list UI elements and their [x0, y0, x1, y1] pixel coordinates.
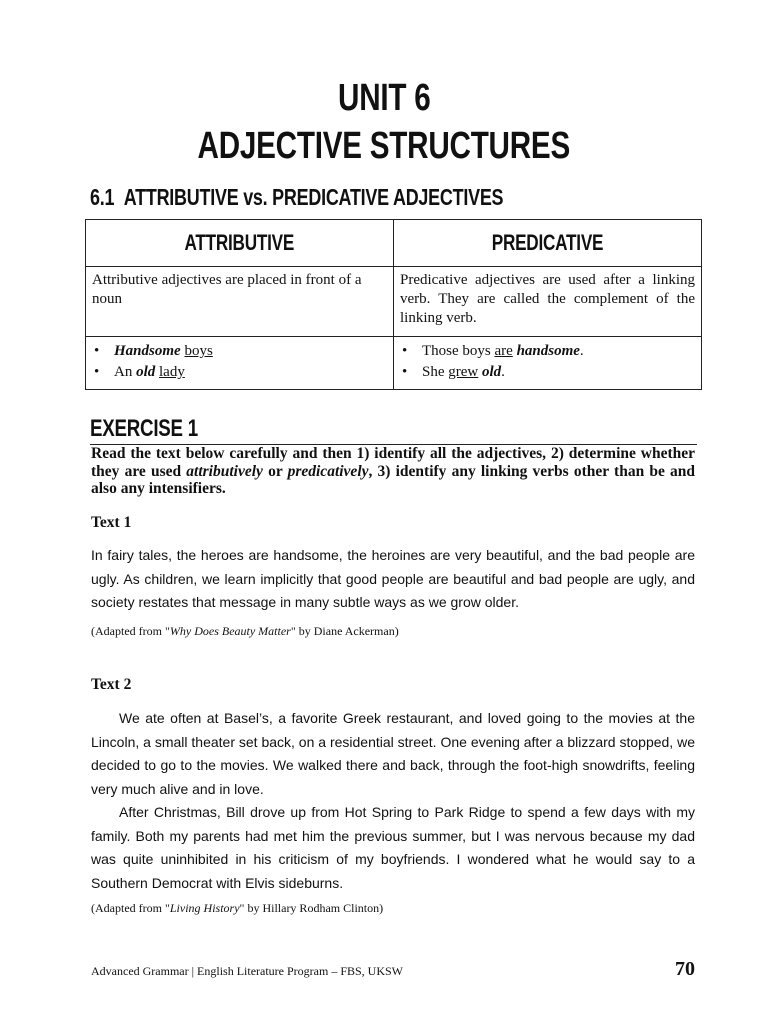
comparison-table — [85, 219, 702, 390]
list-item: • Handsome boys — [92, 341, 387, 362]
attributive-examples — [86, 337, 394, 390]
page-number: 70 — [675, 958, 695, 980]
unit-number: UNIT 6 — [337, 77, 431, 119]
section-number: 6.1 — [90, 184, 115, 210]
header-attributive: ATTRIBUTIVE — [86, 220, 394, 267]
predicative-examples — [394, 337, 702, 390]
section-title: ATTRIBUTIVE vs. PREDICATIVE ADJECTIVES — [123, 184, 504, 210]
table-row-examples — [86, 337, 702, 390]
text1-label: Text 1 — [91, 514, 132, 531]
list-item: • An old lady — [92, 362, 387, 383]
predicative-definition: Predicative adjectives are used after a linking verb. They are called the complement of the linking verb. — [394, 267, 702, 337]
text2-label: Text 2 — [91, 676, 132, 693]
text2-source: (Adapted from "Living History" by Hillary Rodham Clinton) — [91, 901, 384, 915]
unit-title: ADJECTIVE STRUCTURES — [197, 125, 571, 167]
exercise-heading: EXERCISE 1 — [90, 414, 697, 445]
header-predicative: PREDICATIVE — [394, 220, 702, 267]
text1-source: (Adapted from "Why Does Beauty Matter" by Diane Ackerman) — [91, 624, 399, 638]
exercise-instructions: Read the text below carefully and then 1) identify all the adjectives, 2) determine whether they are used attributively or predicatively, 3) identify any linking verbs other than be and also any intensifiers. — [91, 445, 695, 497]
unit-heading — [0, 76, 768, 172]
list-item: • She grew old. — [400, 362, 695, 383]
list-item: • Those boys are handsome. — [400, 341, 695, 362]
text1-body — [91, 544, 695, 615]
table-row-definition — [86, 267, 702, 337]
page-footer: Advanced Grammar | English Literature Program – FBS, UKSW — [91, 964, 404, 978]
table-header-row — [86, 220, 702, 267]
text2-paragraph-1: We ate often at Basel’s, a favorite Greek restaurant, and loved going to the movies at the Lincoln, a small theater set back, on a residential street. One evening after a blizzard stopped, we decided to go to the movies. We walked there and back, through the foot-high snowdrifts, feeling very much alive and in love. — [91, 710, 695, 797]
text2-paragraph-2: After Christmas, Bill drove up from Hot Spring to Park Ridge to spend a few days with my family. Both my parents had met him the previous summer, but I was nervous because my dad was quite uninhibited in his criticism of my boyfriends. I wondered what he would say to a Southern Democrat with Elvis sideburns. — [91, 804, 695, 891]
section-heading — [90, 184, 620, 211]
text2-body — [91, 707, 695, 895]
attributive-definition: Attributive adjectives are placed in front of a noun — [86, 267, 394, 337]
text1-paragraph: In fairy tales, the heroes are handsome, the heroines are very beautiful, and the bad people are ugly. As children, we learn implicitly that good people are beautiful and bad people are ugly, and society restates that message in many subtle ways as we grow older. — [91, 547, 695, 610]
